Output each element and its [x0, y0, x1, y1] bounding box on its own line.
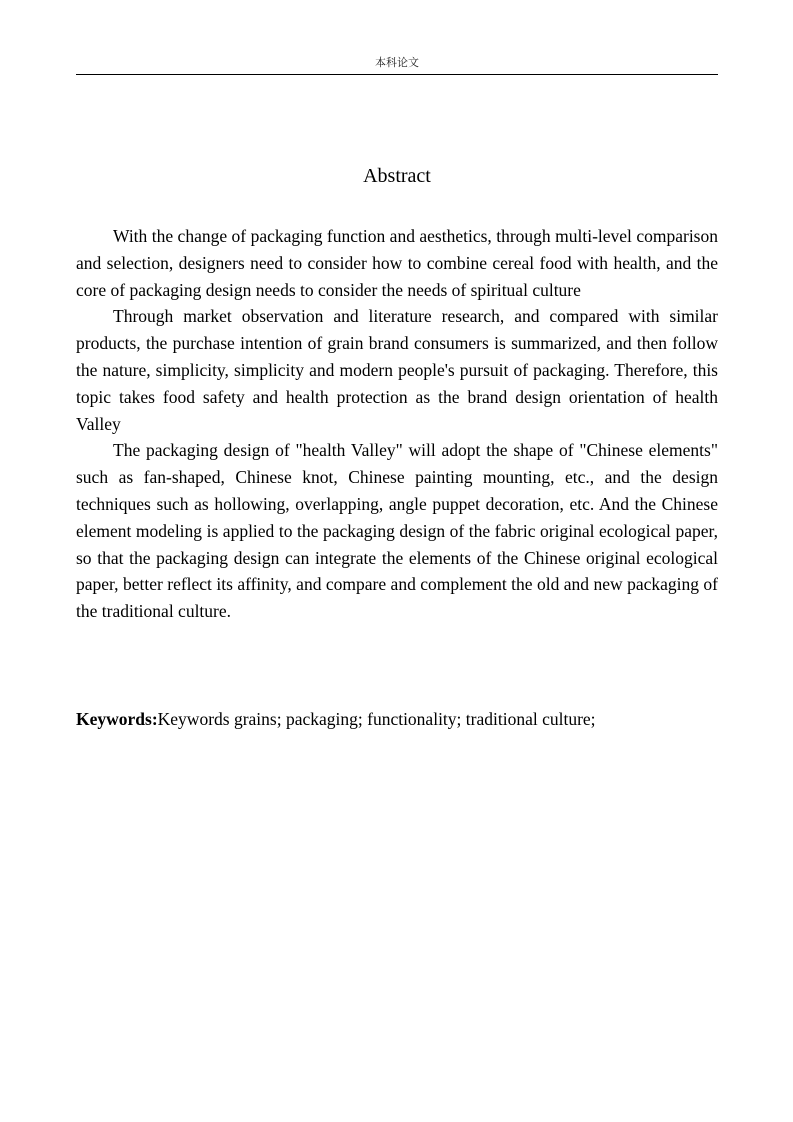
abstract-paragraph-2: Through market observation and literature research, and compared with similar products, the purchase intention of grain brand consumers is summarized, and then follow the nature, simplicity, simplicity and modern people's pursuit of packaging. Therefore, this topic takes food safety and health protection as the brand design orientation of health Valley	[76, 306, 718, 434]
page-header	[76, 52, 718, 75]
header-text: 本科论文	[375, 56, 419, 69]
abstract-paragraph-1: With the change of packaging function and aesthetics, through multi-level comparison and selection, designers need to consider how to combine cereal food with health, and the core of packaging design needs to consider the needs of spiritual culture	[76, 226, 718, 300]
keywords-line	[76, 706, 718, 732]
abstract-body	[76, 223, 718, 625]
abstract-paragraph-3: The packaging design of "health Valley" will adopt the shape of "Chinese elements" such as fan-shaped, Chinese knot, Chinese painting mounting, etc., and the design techniques such as hollowing, overlapping, angle puppet decoration, etc. And the Chinese element modeling is applied to the packaging design of the fabric original ecological paper, so that the packaging design can integrate the elements of the Chinese original ecological paper, better reflect its affinity, and compare and complement the old and new packaging of the traditional culture.	[76, 440, 718, 622]
abstract-title: Abstract	[363, 165, 431, 187]
keywords-text: Keywords grains; packaging; functionality; traditional culture;	[157, 709, 596, 729]
keywords-label: Keywords:	[76, 709, 158, 729]
